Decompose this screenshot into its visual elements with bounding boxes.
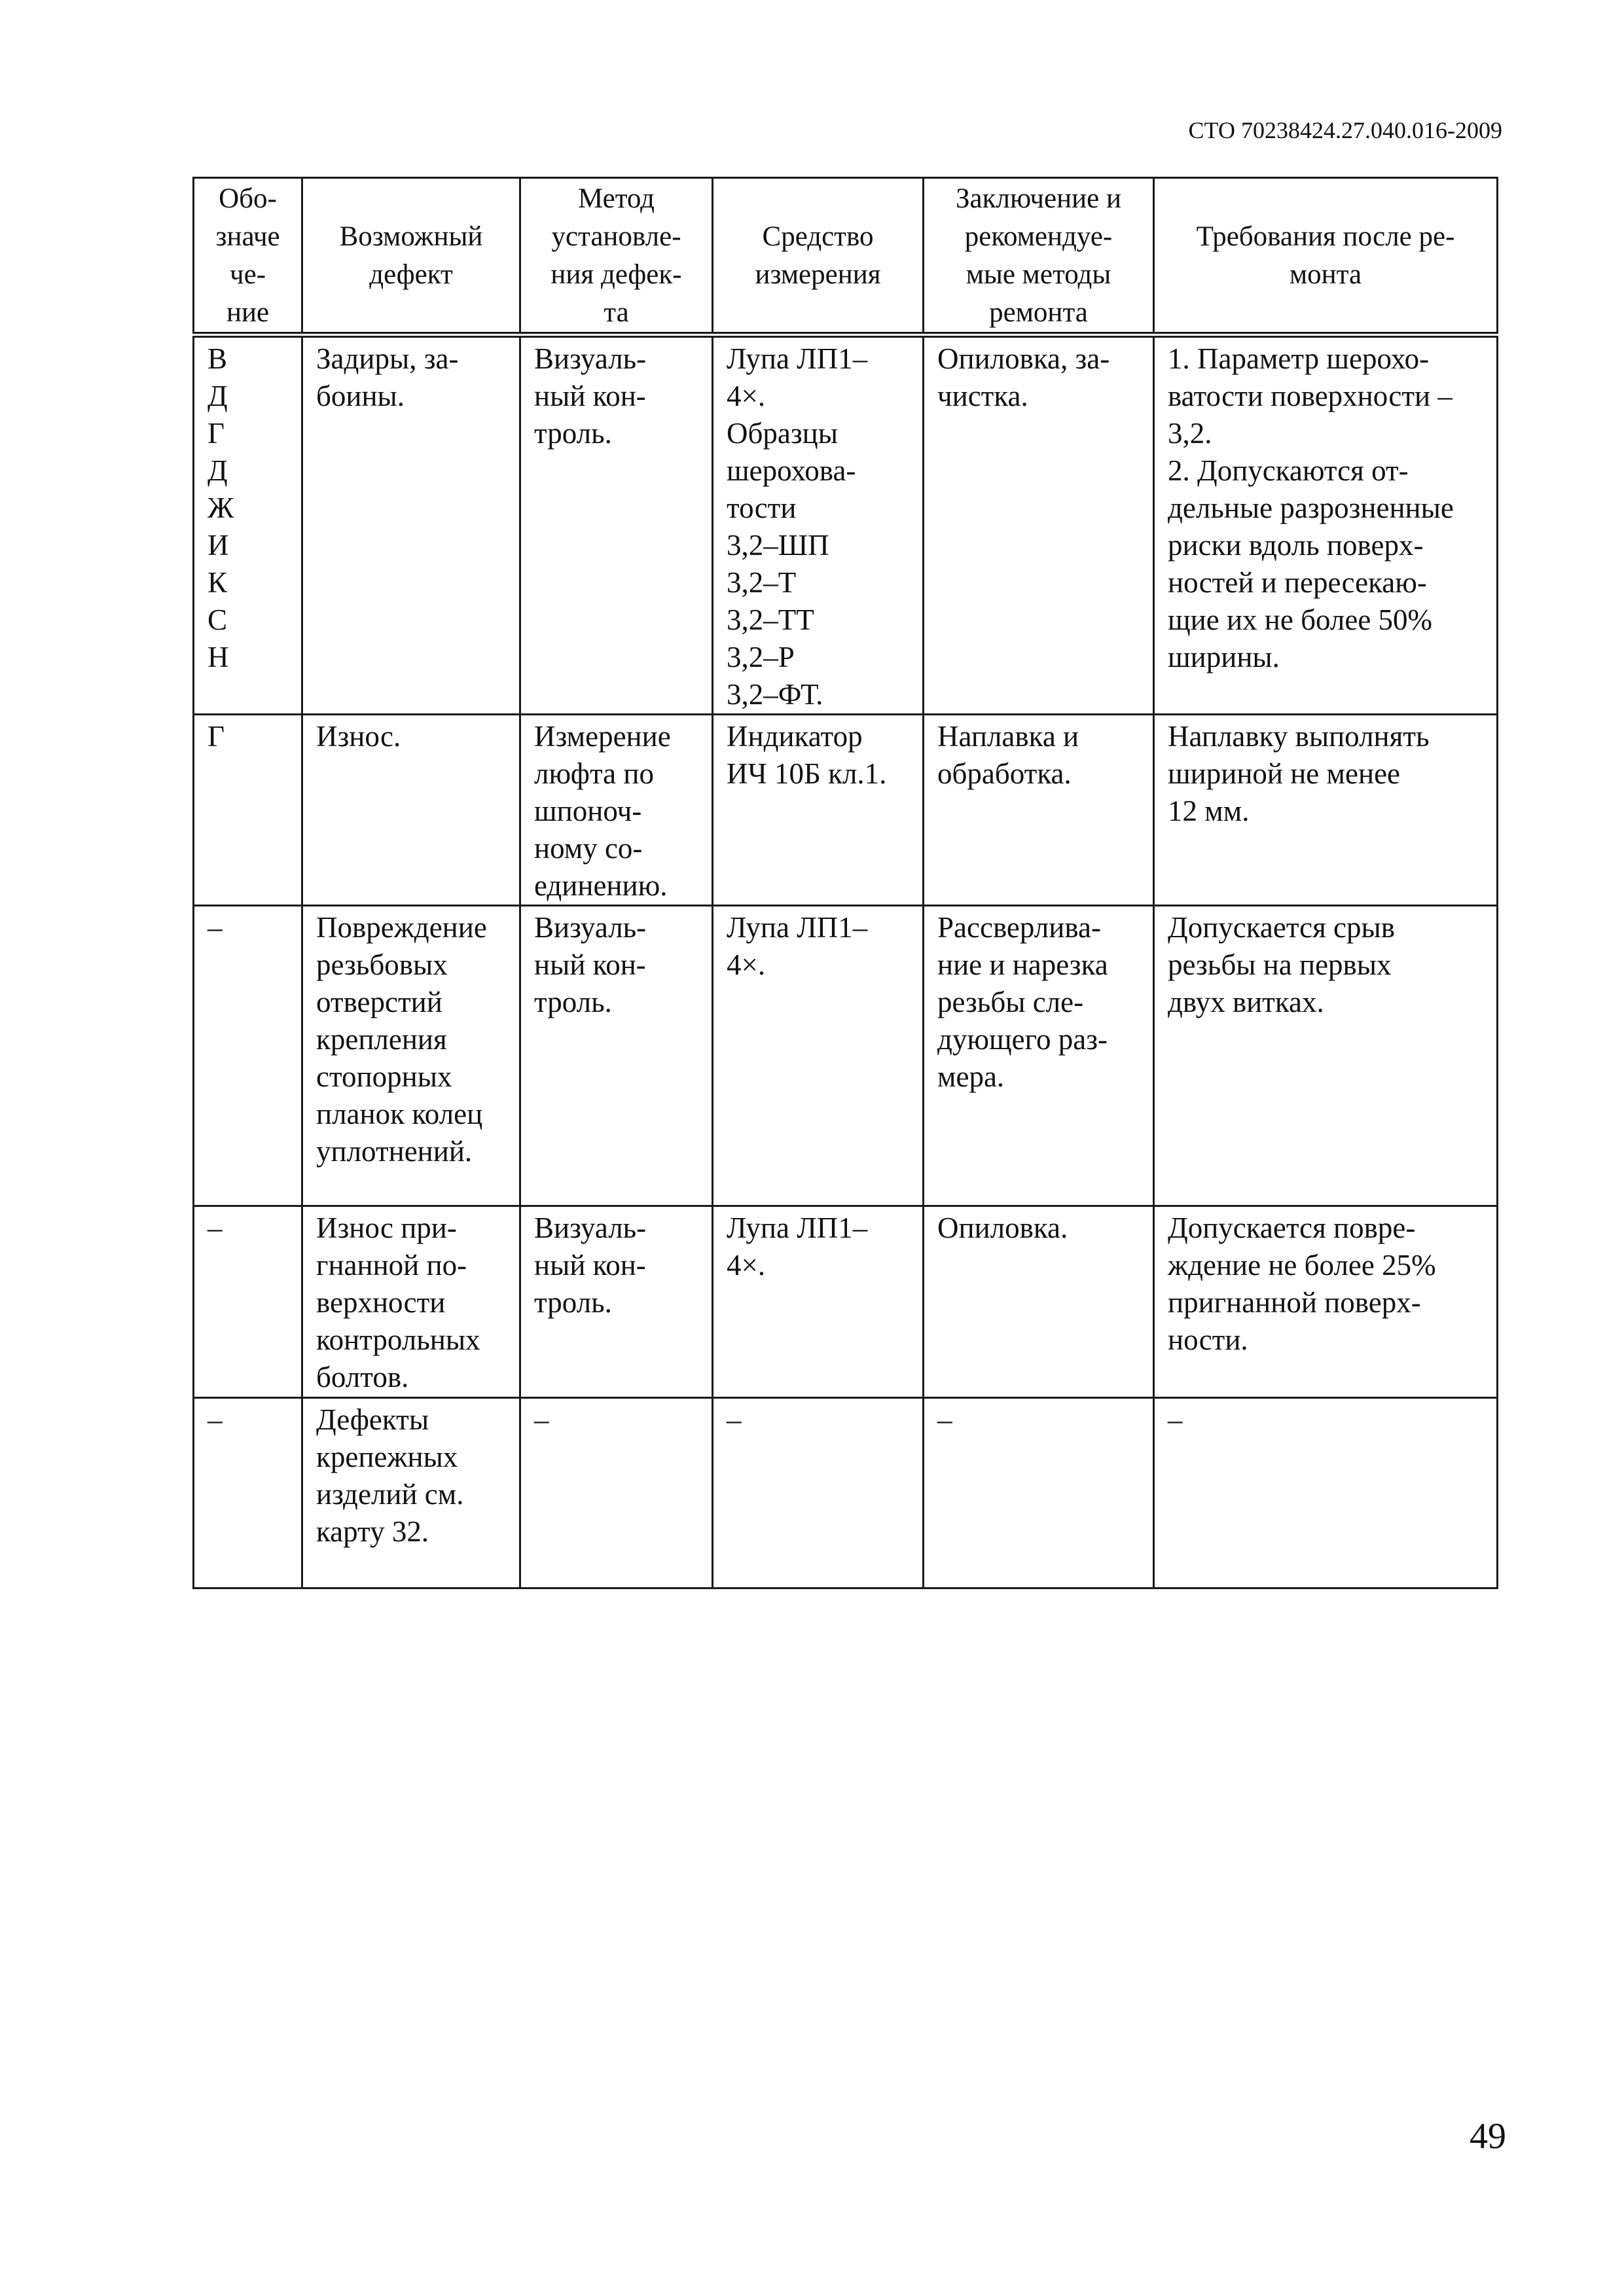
cell-line: 4×.	[727, 948, 766, 981]
cell-line: ватости поверхности –	[1168, 380, 1453, 412]
table-row	[194, 335, 1498, 715]
cell-requirements	[1154, 906, 1498, 1206]
cell-method	[520, 715, 713, 906]
cell-line: Требования после ре-	[1196, 221, 1455, 252]
cell-requirements	[1154, 1206, 1498, 1398]
cell-designation	[194, 335, 302, 715]
cell-requirements	[1154, 335, 1498, 715]
cell-line: мые методы	[965, 259, 1111, 290]
cell-line: ному со-	[534, 832, 643, 865]
cell-tool	[713, 1206, 924, 1398]
cell-line: –	[208, 1211, 223, 1244]
cell-line: люфта по	[534, 757, 654, 790]
cell-line: планок колец	[316, 1098, 483, 1130]
cell-line: монта	[1289, 259, 1362, 290]
cell-line: троль.	[534, 417, 612, 450]
cell-tool	[713, 715, 924, 906]
cell-line: боины.	[316, 380, 405, 412]
cell-line: 3,2–Р	[727, 641, 795, 673]
cell-line: 3,2.	[1168, 417, 1212, 450]
cell-line: Лупа ЛП1–	[727, 342, 868, 375]
cell-line: рекомендуе-	[964, 221, 1113, 252]
cell-line: болтов.	[316, 1361, 409, 1393]
header-designation	[194, 178, 302, 335]
cell-line: Г	[208, 720, 225, 753]
cell-line: Д	[208, 380, 228, 412]
cell-line: отверстий	[316, 986, 442, 1018]
cell-line: Наплавку выполнять	[1168, 720, 1430, 753]
cell-line: 3,2–Т	[727, 566, 797, 599]
cell-line: ние и нарезка	[937, 948, 1108, 981]
table-header-row	[194, 178, 1498, 335]
cell-line: Наплавка и	[937, 720, 1079, 753]
cell-line: карту 32.	[316, 1515, 429, 1548]
cell-method	[520, 335, 713, 715]
cell-line: че-	[229, 259, 266, 290]
cell-requirements	[1154, 1398, 1498, 1588]
cell-line: В	[208, 342, 228, 375]
cell-line: К	[208, 566, 228, 599]
cell-line: гнанной по-	[316, 1249, 467, 1282]
cell-line: Заключение и	[955, 183, 1122, 214]
cell-line: установле-	[551, 221, 681, 252]
cell-line: –	[208, 1403, 223, 1436]
cell-line: Опиловка, за-	[937, 342, 1110, 375]
cell-defect	[302, 1398, 520, 1588]
cell-line: Обо-	[219, 183, 277, 214]
cell-line: Визуаль-	[534, 342, 647, 375]
document-code: СТО 70238424.27.040.016-2009	[1188, 117, 1502, 143]
header-method	[520, 178, 713, 335]
header-tool	[713, 178, 924, 335]
cell-line: двух витках.	[1168, 986, 1324, 1018]
cell-line: риски вдоль поверх-	[1168, 529, 1424, 562]
cell-line: –	[937, 1403, 952, 1436]
cell-line: измерения	[755, 259, 881, 290]
cell-line: дефект	[369, 259, 453, 290]
cell-line: Дефекты	[316, 1403, 429, 1436]
cell-line: Допускается повре-	[1168, 1211, 1416, 1244]
cell-designation	[194, 1206, 302, 1398]
cell-line: дующего раз-	[937, 1023, 1108, 1056]
cell-line: троль.	[534, 986, 612, 1018]
cell-line: та	[604, 297, 629, 328]
cell-conclusion	[924, 1206, 1154, 1398]
cell-line: ние	[226, 297, 270, 328]
cell-line: Метод	[577, 183, 655, 214]
cell-line: Износ.	[316, 720, 401, 753]
table-row	[194, 715, 1498, 906]
cell-line: ностей и пересекаю-	[1168, 566, 1427, 599]
cell-line: 4×.	[727, 380, 766, 412]
cell-line: резьбы на первых	[1168, 948, 1392, 981]
cell-line: шириной не менее	[1168, 757, 1401, 790]
cell-line: верхности	[316, 1286, 446, 1319]
cell-line: –	[1168, 1403, 1183, 1436]
page-number: 49	[1470, 2116, 1506, 2157]
cell-line: троль.	[534, 1286, 612, 1319]
cell-line: Повреждение	[316, 911, 487, 944]
cell-defect	[302, 906, 520, 1206]
cell-line: ный кон-	[534, 1249, 646, 1282]
cell-line: –	[534, 1403, 549, 1436]
cell-line: Лупа ЛП1–	[727, 911, 868, 944]
table-row	[194, 1206, 1498, 1398]
cell-line: ремонта	[989, 297, 1088, 328]
cell-conclusion	[924, 335, 1154, 715]
cell-tool	[713, 906, 924, 1206]
cell-line: пригнанной поверх-	[1168, 1286, 1421, 1319]
cell-line: Задиры, за-	[316, 342, 459, 375]
cell-line: резьбы сле-	[937, 986, 1084, 1018]
cell-line: 3,2–ТТ	[727, 603, 814, 636]
cell-line: Допускается срыв	[1168, 911, 1395, 944]
cell-designation	[194, 715, 302, 906]
cell-line: обработка.	[937, 757, 1072, 790]
cell-line: крепежных	[316, 1441, 458, 1473]
cell-defect	[302, 715, 520, 906]
cell-tool	[713, 1398, 924, 1588]
table-row	[194, 906, 1498, 1206]
cell-line: ИЧ 10Б кл.1.	[727, 757, 887, 790]
cell-method	[520, 1206, 713, 1398]
cell-line: Визуаль-	[534, 1211, 647, 1244]
cell-line: мера.	[937, 1060, 1005, 1093]
cell-line: 1. Параметр шерохо-	[1168, 342, 1430, 375]
cell-line: ности.	[1168, 1323, 1248, 1356]
cell-line: резьбовых	[316, 948, 448, 981]
cell-line: тости	[727, 492, 797, 524]
cell-line: Визуаль-	[534, 911, 647, 944]
cell-defect	[302, 1206, 520, 1398]
header-requirements	[1154, 178, 1498, 335]
cell-line: ждение не более 25%	[1168, 1249, 1436, 1282]
header-defect	[302, 178, 520, 335]
cell-line: 4×.	[727, 1249, 766, 1282]
cell-line: Рассверлива-	[937, 911, 1101, 944]
cell-line: ширины.	[1168, 641, 1280, 673]
cell-line: Д	[208, 454, 228, 487]
cell-line: Образцы	[727, 417, 838, 450]
cell-line: Индикатор	[727, 720, 863, 753]
cell-requirements	[1154, 715, 1498, 906]
cell-designation	[194, 1398, 302, 1588]
cell-line: чистка.	[937, 380, 1028, 412]
cell-line: Лупа ЛП1–	[727, 1211, 868, 1244]
cell-line: ный кон-	[534, 380, 646, 412]
cell-line: Измерение	[534, 720, 671, 753]
cell-line: стопорных	[316, 1060, 452, 1093]
cell-line: шерохова-	[727, 454, 856, 487]
cell-method	[520, 1398, 713, 1588]
cell-line: –	[208, 911, 223, 944]
cell-line: щие их не более 50%	[1168, 603, 1433, 636]
cell-line: Износ при-	[316, 1211, 457, 1244]
cell-designation	[194, 906, 302, 1206]
header-conclusion	[924, 178, 1154, 335]
cell-line: дельные разрозненные	[1168, 492, 1454, 524]
cell-line: ный кон-	[534, 948, 646, 981]
cell-tool	[713, 335, 924, 715]
cell-conclusion	[924, 1398, 1154, 1588]
defects-table	[192, 177, 1498, 1589]
cell-line: 3,2–ФТ.	[727, 678, 823, 711]
cell-line: 12 мм.	[1168, 795, 1250, 827]
cell-line: Возможный	[339, 221, 483, 252]
cell-line: И	[208, 529, 229, 562]
cell-line: шпоноч-	[534, 795, 642, 827]
cell-conclusion	[924, 715, 1154, 906]
cell-conclusion	[924, 906, 1154, 1206]
cell-line: ния дефек-	[550, 259, 682, 290]
cell-method	[520, 906, 713, 1206]
cell-line: 2. Допускаются от-	[1168, 454, 1409, 487]
cell-line: –	[727, 1403, 742, 1436]
cell-line: Опиловка.	[937, 1211, 1068, 1244]
cell-line: Г	[208, 417, 225, 450]
cell-line: изделий см.	[316, 1478, 464, 1511]
cell-line: единению.	[534, 869, 668, 902]
cell-line: Средство	[762, 221, 874, 252]
cell-line: значе	[215, 221, 280, 252]
cell-line: крепления	[316, 1023, 447, 1056]
cell-defect	[302, 335, 520, 715]
cell-line: 3,2–ШП	[727, 529, 829, 562]
cell-line: контрольных	[316, 1323, 480, 1356]
cell-line: уплотнений.	[316, 1135, 473, 1168]
table-row	[194, 1398, 1498, 1588]
cell-line: С	[208, 603, 228, 636]
cell-line: Ж	[208, 492, 234, 524]
cell-line: Н	[208, 641, 229, 673]
